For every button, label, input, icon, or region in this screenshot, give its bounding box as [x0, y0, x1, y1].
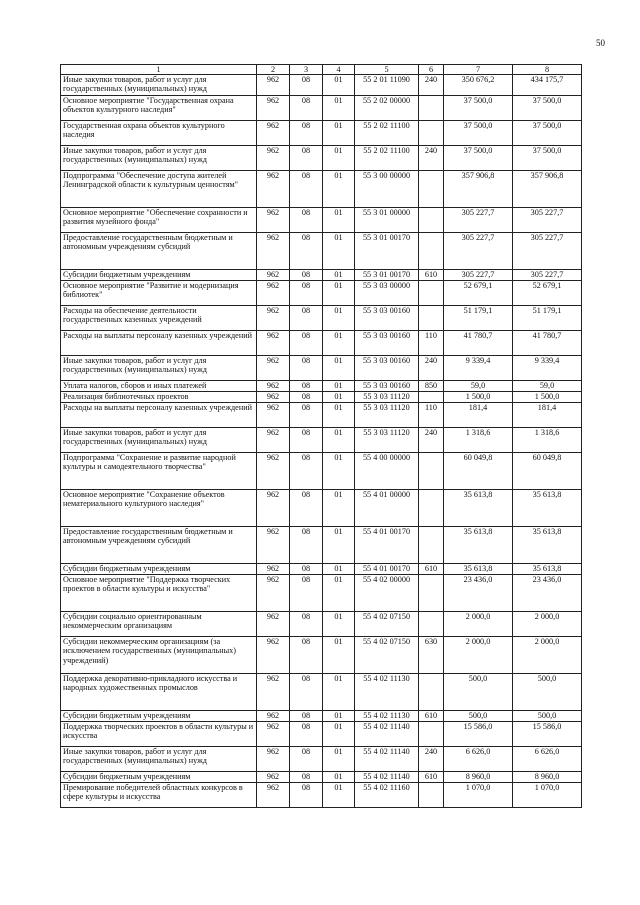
col-3-cell: 08: [290, 392, 323, 403]
col-8-cell: 181,4: [513, 403, 582, 428]
col-2-cell: 962: [257, 637, 290, 674]
col-5-cell: 55 3 03 11120: [355, 403, 419, 428]
col-7-cell: 15 586,0: [444, 722, 513, 747]
row-name-cell: Иные закупки товаров, работ и услуг для государственных (муниципальных) нужд: [61, 146, 257, 171]
col-4-cell: 01: [323, 96, 355, 121]
col-2-cell: 962: [257, 281, 290, 306]
col-7-cell: 52 679,1: [444, 281, 513, 306]
col-5-cell: 55 2 02 00000: [355, 96, 419, 121]
col-7-cell: 500,0: [444, 711, 513, 722]
col-3-cell: 08: [290, 637, 323, 674]
col-6-cell: [419, 674, 444, 711]
col-2-cell: 962: [257, 96, 290, 121]
col-8-cell: 1 070,0: [513, 783, 582, 808]
table-row: [61, 403, 582, 428]
col-4-cell: 01: [323, 428, 355, 453]
col-3-cell: 08: [290, 711, 323, 722]
col-5-cell: 55 3 03 11120: [355, 392, 419, 403]
col-7-cell: 23 436,0: [444, 575, 513, 612]
col-2-cell: 962: [257, 772, 290, 783]
col-4-cell: 01: [323, 575, 355, 612]
col-3-cell: 08: [290, 772, 323, 783]
col-3-cell: 08: [290, 428, 323, 453]
col-2-cell: 962: [257, 171, 290, 208]
table-row: [61, 331, 582, 356]
col-2-cell: 962: [257, 722, 290, 747]
col-6-cell: 110: [419, 331, 444, 356]
header-cell: 1: [61, 65, 257, 75]
col-2-cell: 962: [257, 331, 290, 356]
col-6-cell: 610: [419, 772, 444, 783]
col-4-cell: 01: [323, 121, 355, 146]
col-8-cell: 2 000,0: [513, 637, 582, 674]
col-3-cell: 08: [290, 490, 323, 527]
col-2-cell: 962: [257, 711, 290, 722]
col-4-cell: 01: [323, 233, 355, 270]
col-8-cell: 1 318,6: [513, 428, 582, 453]
col-4-cell: 01: [323, 772, 355, 783]
table-row: [61, 772, 582, 783]
col-8-cell: 35 613,8: [513, 564, 582, 575]
row-name-cell: Иные закупки товаров, работ и услуг для государственных (муниципальных) нужд: [61, 356, 257, 381]
col-3-cell: 08: [290, 722, 323, 747]
col-2-cell: 962: [257, 233, 290, 270]
col-8-cell: 60 049,8: [513, 453, 582, 490]
col-7-cell: 9 339,4: [444, 356, 513, 381]
col-4-cell: 01: [323, 356, 355, 381]
table-row: [61, 453, 582, 490]
col-6-cell: [419, 612, 444, 637]
col-7-cell: 35 613,8: [444, 564, 513, 575]
row-name-cell: Предоставление государственным бюджетным и автономным учреждениям субсидий: [61, 233, 257, 270]
col-4-cell: 01: [323, 381, 355, 392]
row-name-cell: Субсидии бюджетным учреждениям: [61, 270, 257, 281]
col-5-cell: 55 4 01 00170: [355, 527, 419, 564]
page-number: 50: [596, 38, 605, 48]
col-6-cell: [419, 453, 444, 490]
table-row: [61, 281, 582, 306]
row-name-cell: Расходы на обеспечение деятельности государственных казенных учреждений: [61, 306, 257, 331]
col-6-cell: [419, 306, 444, 331]
header-cell: 6: [419, 65, 444, 75]
col-4-cell: 01: [323, 711, 355, 722]
table-row: [61, 270, 582, 281]
row-name-cell: Иные закупки товаров, работ и услуг для государственных (муниципальных) нужд: [61, 428, 257, 453]
col-6-cell: [419, 722, 444, 747]
row-name-cell: Субсидии бюджетным учреждениям: [61, 772, 257, 783]
col-8-cell: 52 679,1: [513, 281, 582, 306]
col-3-cell: 08: [290, 564, 323, 575]
col-2-cell: 962: [257, 674, 290, 711]
col-4-cell: 01: [323, 783, 355, 808]
col-5-cell: 55 3 03 00000: [355, 281, 419, 306]
col-5-cell: 55 3 00 00000: [355, 171, 419, 208]
col-5-cell: 55 4 02 11160: [355, 783, 419, 808]
table-row: [61, 637, 582, 674]
col-5-cell: 55 4 02 07150: [355, 612, 419, 637]
row-name-cell: Субсидии некоммерческим организациям (за исключением государственных (муниципальных) учреждений): [61, 637, 257, 674]
table-row: [61, 575, 582, 612]
table-row: [61, 747, 582, 772]
table-row: [61, 96, 582, 121]
col-4-cell: 01: [323, 208, 355, 233]
col-5-cell: 55 4 01 00170: [355, 564, 419, 575]
col-2-cell: 962: [257, 490, 290, 527]
col-8-cell: 357 906,8: [513, 171, 582, 208]
col-8-cell: 305 227,7: [513, 270, 582, 281]
col-2-cell: 962: [257, 564, 290, 575]
col-8-cell: 305 227,7: [513, 233, 582, 270]
header-cell: 4: [323, 65, 355, 75]
table-row: [61, 783, 582, 808]
col-3-cell: 08: [290, 403, 323, 428]
col-7-cell: 2 000,0: [444, 612, 513, 637]
col-3-cell: 08: [290, 306, 323, 331]
col-6-cell: 240: [419, 146, 444, 171]
col-2-cell: 962: [257, 747, 290, 772]
col-3-cell: 08: [290, 281, 323, 306]
col-4-cell: 01: [323, 146, 355, 171]
col-6-cell: 240: [419, 747, 444, 772]
col-7-cell: 8 960,0: [444, 772, 513, 783]
col-2-cell: 962: [257, 356, 290, 381]
col-4-cell: 01: [323, 527, 355, 564]
col-7-cell: 305 227,7: [444, 208, 513, 233]
col-6-cell: [419, 490, 444, 527]
col-3-cell: 08: [290, 381, 323, 392]
col-8-cell: 59,0: [513, 381, 582, 392]
col-7-cell: 1 318,6: [444, 428, 513, 453]
row-name-cell: Основное мероприятие "Государственная охрана объектов культурного наследия": [61, 96, 257, 121]
row-name-cell: Субсидии бюджетным учреждениям: [61, 564, 257, 575]
col-8-cell: 15 586,0: [513, 722, 582, 747]
col-3-cell: 08: [290, 527, 323, 564]
col-5-cell: 55 4 02 11130: [355, 711, 419, 722]
row-name-cell: Поддержка декоративно-прикладного искусства и народных художественных промыслов: [61, 674, 257, 711]
col-7-cell: 350 676,2: [444, 75, 513, 96]
col-4-cell: 01: [323, 564, 355, 575]
col-5-cell: 55 2 02 11100: [355, 146, 419, 171]
col-2-cell: 962: [257, 381, 290, 392]
col-5-cell: 55 2 01 11090: [355, 75, 419, 96]
table-row: [61, 75, 582, 96]
col-8-cell: 434 175,7: [513, 75, 582, 96]
col-8-cell: 37 500,0: [513, 121, 582, 146]
table-row: [61, 381, 582, 392]
col-6-cell: [419, 392, 444, 403]
row-name-cell: Иные закупки товаров, работ и услуг для государственных (муниципальных) нужд: [61, 747, 257, 772]
col-6-cell: [419, 783, 444, 808]
col-6-cell: 610: [419, 564, 444, 575]
row-name-cell: Подпрограмма "Обеспечение доступа жителей Ленинградской области к культурным ценностям": [61, 171, 257, 208]
col-8-cell: 35 613,8: [513, 527, 582, 564]
col-3-cell: 08: [290, 75, 323, 96]
col-2-cell: 962: [257, 575, 290, 612]
col-5-cell: 55 4 02 11130: [355, 674, 419, 711]
col-5-cell: 55 4 02 11140: [355, 722, 419, 747]
col-5-cell: 55 3 03 00160: [355, 306, 419, 331]
table-row: [61, 490, 582, 527]
table-row: [61, 121, 582, 146]
col-5-cell: 55 3 03 11120: [355, 428, 419, 453]
col-8-cell: 8 960,0: [513, 772, 582, 783]
col-7-cell: 1 500,0: [444, 392, 513, 403]
table-row: [61, 564, 582, 575]
col-6-cell: 240: [419, 75, 444, 96]
col-2-cell: 962: [257, 208, 290, 233]
table-row: [61, 171, 582, 208]
col-8-cell: 1 500,0: [513, 392, 582, 403]
col-3-cell: 08: [290, 331, 323, 356]
col-5-cell: 55 4 00 00000: [355, 453, 419, 490]
row-name-cell: Предоставление государственным бюджетным и автономным учреждениям субсидий: [61, 527, 257, 564]
table-row: [61, 392, 582, 403]
col-3-cell: 08: [290, 356, 323, 381]
col-6-cell: 850: [419, 381, 444, 392]
col-8-cell: 37 500,0: [513, 96, 582, 121]
col-5-cell: 55 4 01 00000: [355, 490, 419, 527]
col-8-cell: 305 227,7: [513, 208, 582, 233]
header-cell: 2: [257, 65, 290, 75]
header-cell: 5: [355, 65, 419, 75]
table-row: [61, 233, 582, 270]
col-2-cell: 962: [257, 75, 290, 96]
col-8-cell: 6 626,0: [513, 747, 582, 772]
col-3-cell: 08: [290, 233, 323, 270]
col-3-cell: 08: [290, 575, 323, 612]
col-6-cell: [419, 575, 444, 612]
col-7-cell: 41 780,7: [444, 331, 513, 356]
col-8-cell: 35 613,8: [513, 490, 582, 527]
budget-table: [60, 64, 582, 808]
col-4-cell: 01: [323, 306, 355, 331]
header-cell: 3: [290, 65, 323, 75]
col-7-cell: 1 070,0: [444, 783, 513, 808]
col-8-cell: 9 339,4: [513, 356, 582, 381]
col-8-cell: 41 780,7: [513, 331, 582, 356]
col-7-cell: 305 227,7: [444, 233, 513, 270]
col-6-cell: [419, 208, 444, 233]
table-row: [61, 674, 582, 711]
col-6-cell: [419, 527, 444, 564]
col-5-cell: 55 4 02 11140: [355, 747, 419, 772]
col-2-cell: 962: [257, 146, 290, 171]
col-5-cell: 55 4 02 07150: [355, 637, 419, 674]
col-6-cell: [419, 233, 444, 270]
col-6-cell: [419, 281, 444, 306]
table-row: [61, 612, 582, 637]
table-row: [61, 208, 582, 233]
col-2-cell: 962: [257, 428, 290, 453]
col-4-cell: 01: [323, 75, 355, 96]
col-6-cell: [419, 171, 444, 208]
header-cell: 7: [444, 65, 513, 75]
col-7-cell: 500,0: [444, 674, 513, 711]
col-6-cell: [419, 121, 444, 146]
col-7-cell: 35 613,8: [444, 490, 513, 527]
col-2-cell: 962: [257, 527, 290, 564]
row-name-cell: Подпрограмма "Сохранение и развитие народной культуры и самодеятельного творчества": [61, 453, 257, 490]
col-4-cell: 01: [323, 171, 355, 208]
row-name-cell: Расходы на выплаты персоналу казенных учреждений: [61, 403, 257, 428]
table-row: [61, 428, 582, 453]
row-name-cell: Основное мероприятие "Обеспечение сохранности и развития музейного фонда": [61, 208, 257, 233]
col-2-cell: 962: [257, 612, 290, 637]
col-4-cell: 01: [323, 490, 355, 527]
row-name-cell: Основное мероприятие "Поддержка творческих проектов в области культуры и искусства": [61, 575, 257, 612]
col-8-cell: 2 000,0: [513, 612, 582, 637]
header-cell: 8: [513, 65, 582, 75]
col-7-cell: 305 227,7: [444, 270, 513, 281]
row-name-cell: Поддержка творческих проектов в области культуры и искусства: [61, 722, 257, 747]
col-6-cell: 610: [419, 270, 444, 281]
col-5-cell: 55 3 03 00160: [355, 356, 419, 381]
col-7-cell: 37 500,0: [444, 146, 513, 171]
row-name-cell: Субсидии бюджетным учреждениям: [61, 711, 257, 722]
table-row: [61, 306, 582, 331]
col-4-cell: 01: [323, 270, 355, 281]
col-8-cell: 500,0: [513, 674, 582, 711]
col-5-cell: 55 3 01 00000: [355, 208, 419, 233]
row-name-cell: Иные закупки товаров, работ и услуг для государственных (муниципальных) нужд: [61, 75, 257, 96]
table-row: [61, 722, 582, 747]
table-row: [61, 527, 582, 564]
row-name-cell: Основное мероприятие "Сохранение объектов нематериального культурного наследия": [61, 490, 257, 527]
col-6-cell: [419, 96, 444, 121]
col-3-cell: 08: [290, 612, 323, 637]
col-3-cell: 08: [290, 146, 323, 171]
col-5-cell: 55 4 02 00000: [355, 575, 419, 612]
col-5-cell: 55 2 02 11100: [355, 121, 419, 146]
table-row: [61, 146, 582, 171]
col-6-cell: 630: [419, 637, 444, 674]
row-name-cell: Государственная охрана объектов культурного наследия: [61, 121, 257, 146]
col-6-cell: 240: [419, 356, 444, 381]
col-3-cell: 08: [290, 453, 323, 490]
col-4-cell: 01: [323, 637, 355, 674]
col-2-cell: 962: [257, 270, 290, 281]
col-6-cell: 110: [419, 403, 444, 428]
col-4-cell: 01: [323, 722, 355, 747]
table-row: [61, 711, 582, 722]
col-4-cell: 01: [323, 392, 355, 403]
col-7-cell: 60 049,8: [444, 453, 513, 490]
col-4-cell: 01: [323, 674, 355, 711]
col-7-cell: 6 626,0: [444, 747, 513, 772]
col-8-cell: 37 500,0: [513, 146, 582, 171]
col-5-cell: 55 3 03 00160: [355, 381, 419, 392]
col-2-cell: 962: [257, 306, 290, 331]
col-4-cell: 01: [323, 331, 355, 356]
col-4-cell: 01: [323, 612, 355, 637]
header-row: [61, 65, 582, 75]
col-3-cell: 08: [290, 674, 323, 711]
col-3-cell: 08: [290, 171, 323, 208]
row-name-cell: Уплата налогов, сборов и иных платежей: [61, 381, 257, 392]
col-4-cell: 01: [323, 453, 355, 490]
col-7-cell: 37 500,0: [444, 121, 513, 146]
row-name-cell: Реализация библиотечных проектов: [61, 392, 257, 403]
col-8-cell: 51 179,1: [513, 306, 582, 331]
row-name-cell: Расходы на выплаты персоналу казенных учреждений: [61, 331, 257, 356]
col-5-cell: 55 3 03 00160: [355, 331, 419, 356]
col-5-cell: 55 4 02 11140: [355, 772, 419, 783]
col-5-cell: 55 3 01 00170: [355, 270, 419, 281]
col-7-cell: 37 500,0: [444, 96, 513, 121]
col-4-cell: 01: [323, 281, 355, 306]
col-6-cell: 610: [419, 711, 444, 722]
row-name-cell: Основное мероприятие "Развитие и модернизация библиотек": [61, 281, 257, 306]
row-name-cell: Субсидии социально ориентированным некоммерческим организациям: [61, 612, 257, 637]
col-2-cell: 962: [257, 121, 290, 146]
col-7-cell: 51 179,1: [444, 306, 513, 331]
row-name-cell: Премирование победителей областных конкурсов в сфере культуры и искусства: [61, 783, 257, 808]
col-7-cell: 357 906,8: [444, 171, 513, 208]
col-3-cell: 08: [290, 208, 323, 233]
col-2-cell: 962: [257, 403, 290, 428]
col-3-cell: 08: [290, 783, 323, 808]
col-6-cell: 240: [419, 428, 444, 453]
col-4-cell: 01: [323, 403, 355, 428]
col-3-cell: 08: [290, 747, 323, 772]
col-2-cell: 962: [257, 453, 290, 490]
col-3-cell: 08: [290, 96, 323, 121]
col-7-cell: 181,4: [444, 403, 513, 428]
col-2-cell: 962: [257, 783, 290, 808]
col-2-cell: 962: [257, 392, 290, 403]
col-4-cell: 01: [323, 747, 355, 772]
col-8-cell: 500,0: [513, 711, 582, 722]
col-3-cell: 08: [290, 270, 323, 281]
col-7-cell: 35 613,8: [444, 527, 513, 564]
col-3-cell: 08: [290, 121, 323, 146]
col-5-cell: 55 3 01 00170: [355, 233, 419, 270]
table-row: [61, 356, 582, 381]
col-7-cell: 59,0: [444, 381, 513, 392]
col-8-cell: 23 436,0: [513, 575, 582, 612]
col-7-cell: 2 000,0: [444, 637, 513, 674]
